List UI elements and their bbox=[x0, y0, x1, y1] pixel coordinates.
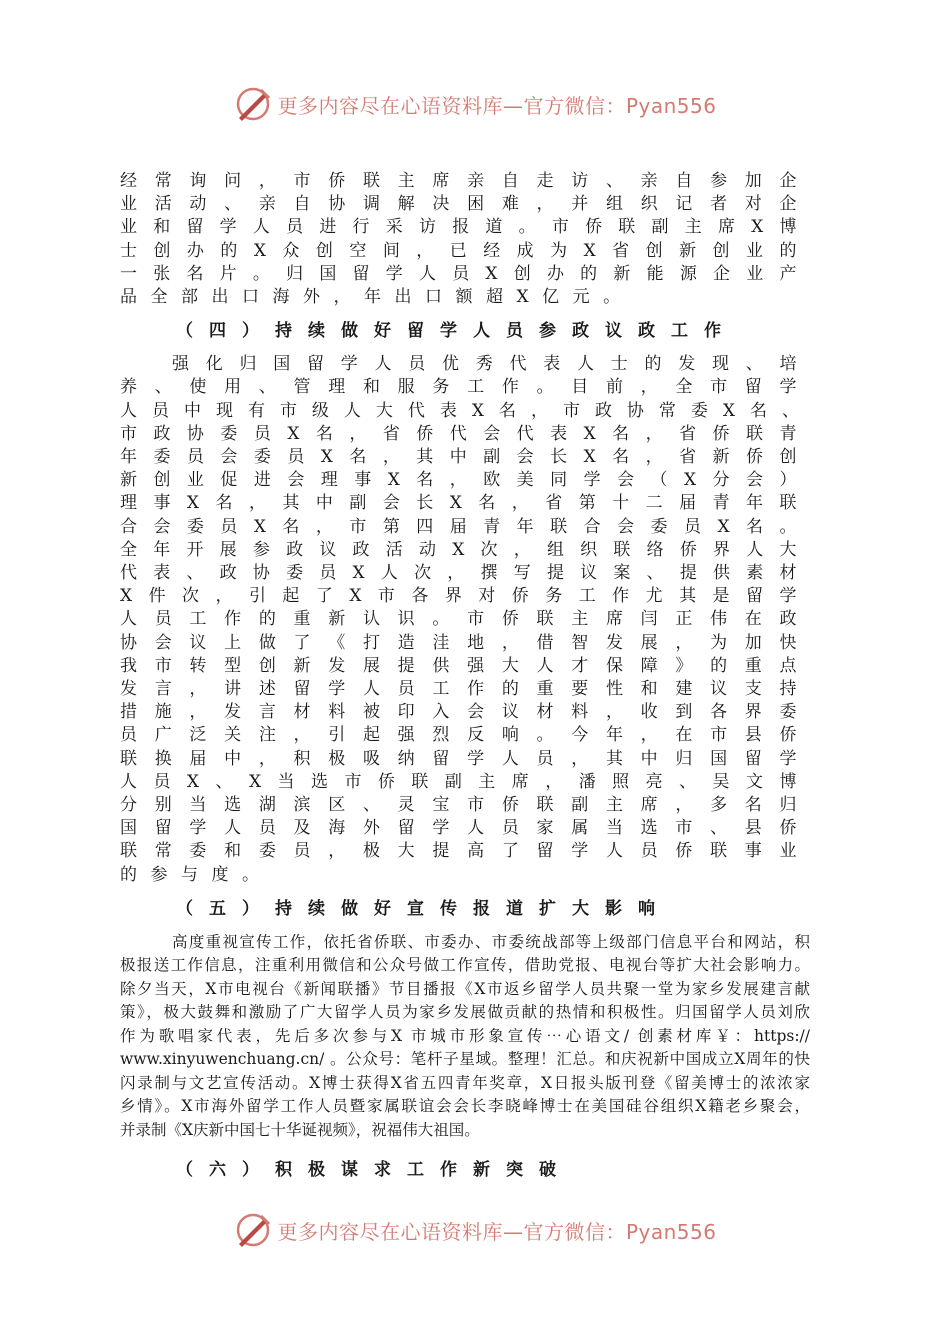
text-line: 措施，发言材料被印入会议材料，收到各界委 bbox=[120, 702, 810, 723]
text-line: X件次，引起了X市各界对侨务工作尤其是留学 bbox=[120, 586, 810, 607]
text-line: 联常委和委员，极大提高了留学人员侨联事业 bbox=[120, 841, 810, 862]
document-body bbox=[120, 170, 810, 1192]
text-line: 高度重视宣传工作，依托省侨联、市委办、市委统战部等上级部门信息平台和网站，积 bbox=[172, 932, 810, 951]
text-line: 员广泛关注，引起强烈反响。今年，在市县侨 bbox=[120, 725, 810, 746]
text-line: 发言，讲述留学人员工作的重要性和建议支持 bbox=[120, 679, 810, 700]
footer-watermark-banner bbox=[0, 1208, 950, 1252]
text-line: 人员X、X当选市侨联副主席，潘照亮、吴文博 bbox=[120, 771, 810, 792]
text-line: 作为歌唱家代表，先后多次参与X 市城市形象宣传⋯心语文/ 创素材库￥：https:// bbox=[120, 1026, 810, 1045]
text-line: 新创业促进会理事X名，欧美同学会（X分会） bbox=[120, 470, 810, 491]
text-line: www.xinyuwenchuang.cn/ 。公众号：笔杆子星域。整理！汇总。和庆祝新中国成立X周年的快 bbox=[120, 1050, 810, 1069]
text-line: 合会委员X名，市第四届青年联合会委员X名。 bbox=[120, 516, 810, 537]
text-line: 养、使用、管理和服务工作。目前，全市留学 bbox=[120, 377, 810, 398]
paragraph-3 bbox=[120, 931, 810, 1143]
text-line: 分别当选湖滨区、灵宝市侨联副主席，多名归 bbox=[120, 795, 810, 816]
text-line: 联换届中，积极吸纳留学人员，其中归国留学 bbox=[120, 748, 810, 769]
section-heading-4: （四）持续做好留学人员参政议政工作 bbox=[176, 321, 737, 342]
section-heading-6: （六）积极谋求工作新突破 bbox=[176, 1160, 572, 1181]
text-line: 并录制《X庆新中国七十华诞视频》，祝福伟大祖国。 bbox=[120, 1120, 480, 1139]
text-line: 年委员会委员X名，其中副会长X名，省新侨创 bbox=[120, 447, 810, 468]
text-line: 我市转型创新发展提供强大人才保障》的重点 bbox=[120, 655, 810, 676]
text-line: 市政协委员X名，省侨代会代表X名，省侨联青 bbox=[120, 423, 810, 444]
text-line: 乡情》。X市海外留学工作人员暨家属联谊会会长李晓峰博士在美国硅谷组织X籍老乡聚会， bbox=[120, 1097, 810, 1116]
text-line: 人员中现有市级人大代表X名，市政协常委X名、 bbox=[120, 400, 810, 421]
banner-text: 更多内容尽在心语资料库—官方微信：Pyan556 bbox=[277, 93, 717, 118]
text-line: 闪录制与文艺宣传活动。X博士获得X省五四青年奖章，X日报头版刊登《留美博士的浓浓家 bbox=[120, 1073, 810, 1092]
text-line: 业活动、亲自协调解决困难，并组织记者对企 bbox=[120, 194, 810, 215]
section-heading-5: （五）持续做好宣传报道扩大影响 bbox=[176, 898, 671, 919]
text-line: 协会议上做了《打造洼地，借智发展，为加快 bbox=[120, 632, 810, 653]
text-line: 经常询问，市侨联主席亲自走访、亲自参加企 bbox=[120, 171, 810, 191]
text-line: 品全部出口海外，年出口额超X亿元。 bbox=[120, 287, 634, 308]
text-line: 国留学人员及海外留学人员家属当选市、县侨 bbox=[120, 818, 810, 839]
header-watermark-banner bbox=[0, 82, 950, 126]
text-line: 人员工作的重新认识。市侨联主席闫正伟在政 bbox=[120, 609, 810, 630]
text-line: 策》，极大鼓舞和激励了广大留学人员为家乡发展做贡献的热情和积极性。归国留学人员刘欣 bbox=[120, 1003, 810, 1022]
pen-logo-icon bbox=[233, 1210, 273, 1250]
pen-logo-icon bbox=[233, 84, 273, 124]
text-line: 全年开展参政议政活动X次，组织联络侨界人大 bbox=[120, 539, 810, 560]
paragraph-1 bbox=[120, 170, 810, 309]
text-line: 代表、政协委员X人次，撰写提议案、提供素材 bbox=[120, 563, 810, 584]
text-line: 的参与度。 bbox=[120, 864, 273, 885]
text-line: 理事X名，其中副会长X名，省第十二届青年联 bbox=[120, 493, 810, 514]
banner-text: 更多内容尽在心语资料库—官方微信：Pyan556 bbox=[277, 1219, 717, 1244]
text-line: 除夕当天，X市电视台《新闻联播》节目播报《X市返乡留学人员共聚一堂为家乡发展建言献 bbox=[120, 979, 810, 998]
paragraph-2 bbox=[120, 353, 810, 887]
text-line: 士创办的X众创空间，已经成为X省创新创业的 bbox=[120, 240, 810, 261]
text-line: 一张名片。归国留学人员X创办的新能源企业产 bbox=[120, 263, 810, 284]
text-line: 强化归国留学人员优秀代表人士的发现、培 bbox=[172, 354, 810, 375]
text-line: 业和留学人员进行采访报道。市侨联副主席X博 bbox=[120, 217, 810, 238]
text-line: 极报送工作信息，注重利用微信和公众号做工作宣传，借助党报、电视台等扩大社会影响力。 bbox=[120, 956, 810, 975]
